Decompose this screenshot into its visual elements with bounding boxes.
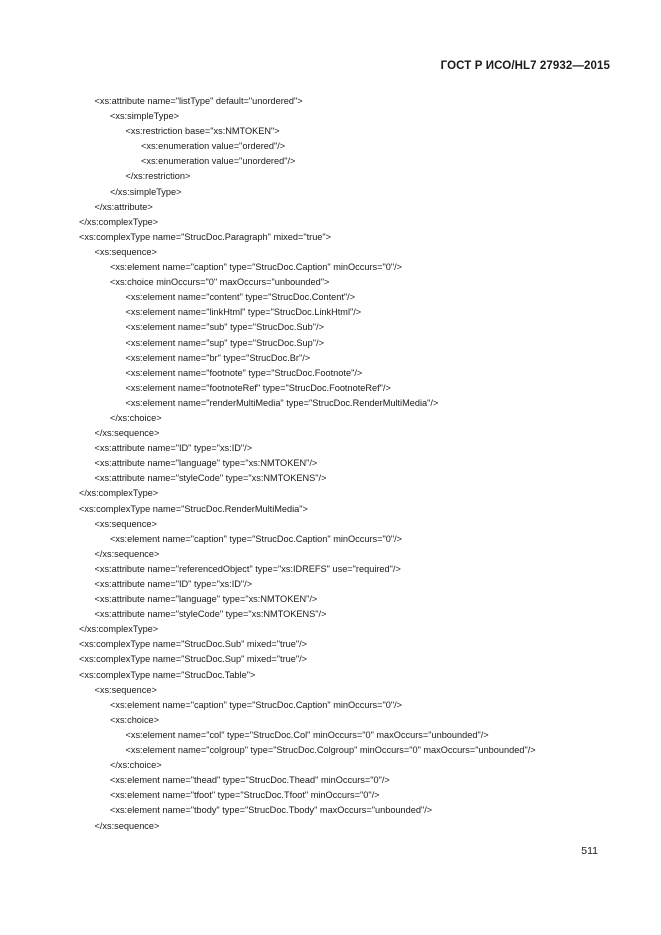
code-line: </xs:sequence> [94, 428, 160, 439]
code-line: <xs:complexType name="StrucDoc.RenderMultiMedia"> [79, 503, 308, 514]
code-line: <xs:element name="caption" type="StrucDoc.Caption" minOccurs="0"/> [110, 262, 403, 273]
code-line: <xs:attribute name="language" type="xs:NMTOKEN"/> [94, 458, 318, 469]
code-line: </xs:choice> [110, 760, 162, 771]
code-line: <xs:element name="colgroup" type="StrucDoc.Colgroup" minOccurs="0" maxOccurs="unbounded"/> [125, 745, 536, 756]
code-line: <xs:attribute name="ID" type="xs:ID"/> [94, 443, 253, 454]
code-line: <xs:element name="thead" type="StrucDoc.Thead" minOccurs="0"/> [110, 775, 390, 786]
code-line: <xs:attribute name="styleCode" type="xs:NMTOKENS"/> [94, 473, 327, 484]
code-line: <xs:attribute name="referencedObject" type="xs:IDREFS" use="required"/> [94, 563, 401, 574]
code-line: <xs:element name="caption" type="StrucDoc.Caption" minOccurs="0"/> [110, 533, 403, 544]
code-line: </xs:sequence> [94, 548, 160, 559]
code-line: <xs:complexType name="StrucDoc.Table"> [79, 669, 256, 680]
code-line: <xs:element name="linkHtml" type="StrucDoc.LinkHtml"/> [125, 307, 362, 318]
code-line: </xs:simpleType> [110, 186, 182, 197]
code-line: <xs:enumeration value="unordered"/> [141, 156, 296, 167]
code-line: <xs:element name="br" type="StrucDoc.Br"/> [125, 352, 311, 363]
code-line: <xs:element name="tfoot" type="StrucDoc.Tfoot" minOccurs="0"/> [110, 790, 380, 801]
code-line: <xs:restriction base="xs:NMTOKEN"> [125, 126, 280, 137]
code-line: </xs:complexType> [79, 216, 159, 227]
code-line: <xs:element name="renderMultiMedia" type="StrucDoc.RenderMultiMedia"/> [125, 397, 439, 408]
code-line: <xs:attribute name="ID" type="xs:ID"/> [94, 579, 253, 589]
code-line: <xs:element name="tbody" type="StrucDoc.Tbody" maxOccurs="unbounded"/> [110, 805, 433, 816]
code-line: <xs:simpleType> [110, 111, 179, 122]
code-line: </xs:attribute> [94, 201, 153, 212]
code-line: <xs:element name="footnote" type="StrucDoc.Footnote"/> [125, 367, 363, 378]
code-line: </xs:restriction> [125, 171, 191, 182]
code-line: <xs:sequence> [94, 684, 157, 695]
code-line: <xs:complexType name="StrucDoc.Sup" mixed="true"/> [79, 654, 308, 665]
code-line: <xs:complexType name="StrucDoc.Paragraph" mixed="true"> [79, 231, 332, 242]
code-line: <xs:element name="sup" type="StrucDoc.Sup"/> [125, 337, 324, 348]
code-line: </xs:choice> [110, 412, 162, 423]
code-line: <xs:attribute name="styleCode" type="xs:NMTOKENS"/> [94, 609, 327, 620]
code-line: <xs:choice> [110, 714, 160, 725]
code-line: <xs:attribute name="listType" default="unordered"> [94, 96, 303, 106]
code-line: <xs:complexType name="StrucDoc.Sub" mixed="true"/> [79, 639, 308, 650]
code-line: <xs:element name="caption" type="StrucDoc.Caption" minOccurs="0"/> [110, 699, 403, 710]
code-line: <xs:element name="footnoteRef" type="StrucDoc.FootnoteRef"/> [125, 382, 391, 393]
code-line: <xs:element name="content" type="StrucDoc.Content"/> [125, 292, 356, 303]
code-line: </xs:complexType> [79, 488, 159, 499]
code-line: </xs:sequence> [94, 820, 160, 831]
code-line: <xs:attribute name="language" type="xs:NMTOKEN"/> [94, 594, 318, 605]
xml-schema-code-block [79, 94, 619, 834]
code-line: </xs:complexType> [79, 624, 159, 635]
code-line: <xs:choice minOccurs="0" maxOccurs="unbounded"> [110, 277, 330, 288]
code-line: <xs:element name="col" type="StrucDoc.Col" minOccurs="0" maxOccurs="unbounded"/> [125, 729, 489, 740]
document-header: ГОСТ Р ИСО/HL7 27932—2015 [440, 60, 610, 72]
page-number: 511 [581, 845, 598, 857]
code-line: <xs:enumeration value="ordered"/> [141, 141, 286, 152]
code-line: <xs:sequence> [94, 518, 157, 529]
code-line: <xs:element name="sub" type="StrucDoc.Sub"/> [125, 322, 324, 333]
code-line: <xs:sequence> [94, 246, 157, 257]
